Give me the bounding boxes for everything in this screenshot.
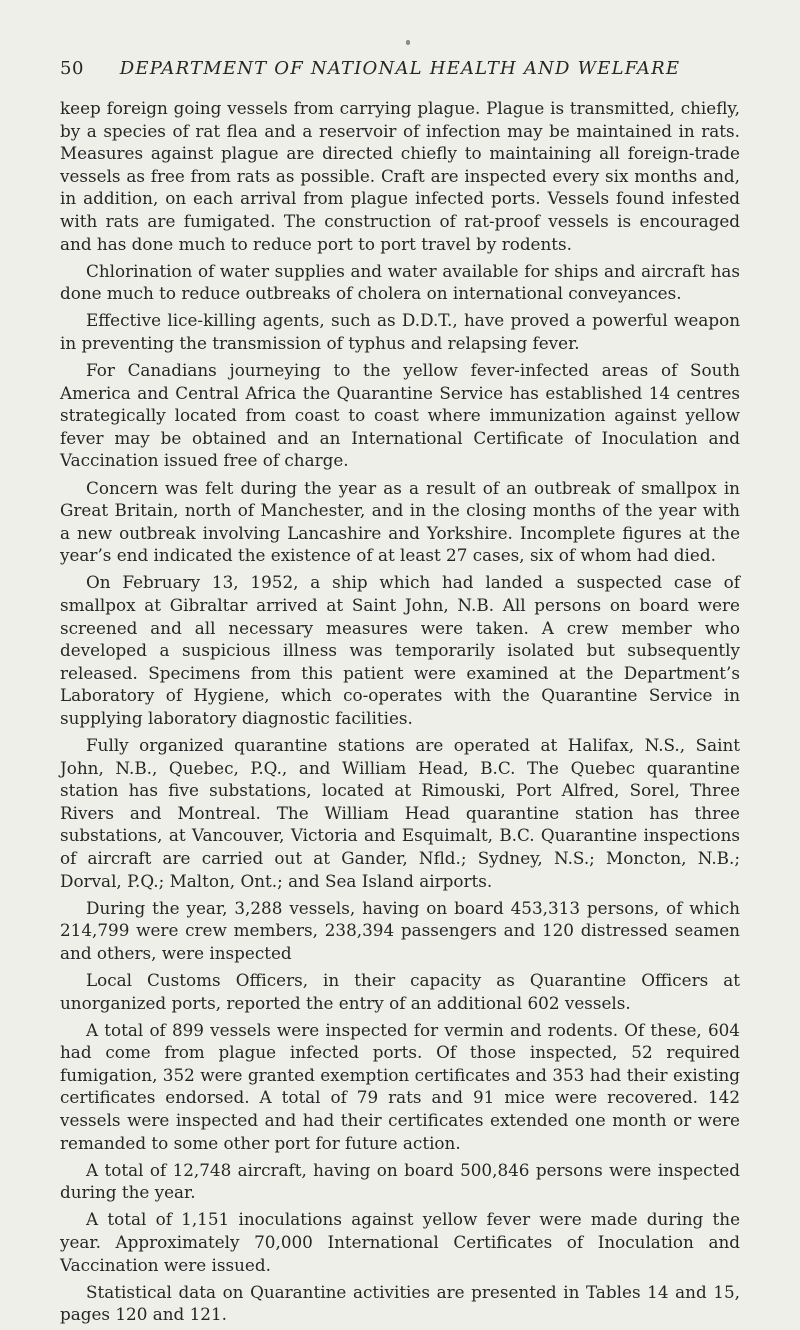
print-speck bbox=[406, 40, 410, 45]
running-head: DEPARTMENT OF NATIONAL HEALTH AND WELFARE bbox=[119, 58, 681, 79]
paragraph-yellow-fever-centres: For Canadians journeying to the yellow fever-infected areas of South America and Central Africa the Quarantine Service has established 14 centres strategically located from coast to coast where immunization against yellow fever may be obtained and an International Certificate of Inoculation and Vaccination issued free of charge. bbox=[60, 360, 740, 471]
paragraph-smallpox-saint-john: On February 13, 1952, a ship which had landed a suspected case of smallpox at Gibraltar arrived at Saint John, N.B. All persons on board were screened and all necessary measures were taken. A crew member who developed a suspicious illness was temporarily isolated but subsequently released. Specimens from this patient were examined at the Department’s Laboratory of Hygiene, which co-operates with the Quarantine Service in supplying laboratory diagnostic facilities. bbox=[60, 572, 740, 728]
paragraph-lice-killing: Effective lice-killing agents, such as D.D.T., have proved a powerful weapon in preventing the transmission of typhus and relapsing fever. bbox=[60, 310, 740, 353]
body-text bbox=[60, 97, 740, 1330]
paragraph-plague-measures: keep foreign going vessels from carrying plague. Plague is transmitted, chiefly, by a species of rat flea and a reservoir of infection may be maintained in rats. Measures against plague are directed chiefly to maintaining all foreign-trade vessels as free from rats as possible. Craft are inspected every six months and, in addition, on each arrival from plague infected ports. Vessels found infested with rats are fumigated. The construction of rat-proof vessels is encouraged and has done much to reduce port to port travel by rodents. bbox=[60, 98, 740, 254]
paragraph-aircraft-inspected: A total of 12,748 aircraft, having on board 500,846 persons were inspected during the year. bbox=[60, 1159, 740, 1203]
paragraph-vessels-inspected: During the year, 3,288 vessels, having on board 453,313 persons, of which 214,799 were crew members, 238,394 passengers and 120 distressed seamen and others, were inspected bbox=[60, 897, 740, 963]
paragraph-smallpox-britain: Concern was felt during the year as a result of an outbreak of smallpox in Great Britain, north of Manchester, and in the closing months of the year with a new outbreak involving Lancashire and Yorkshire. Incomplete figures at the year’s end indicated the existence of at least 27 cases, six of whom had died. bbox=[60, 477, 740, 566]
paragraph-yellow-fever-inoculations: A total of 1,151 inoculations against yellow fever were made during the year. Approximately 70,000 International Certificates of Inoculation and Vaccination were issued. bbox=[60, 1209, 740, 1275]
paragraph-customs-officers: Local Customs Officers, in their capacity as Quarantine Officers at unorganized ports, reported the entry of an additional 602 vessels. bbox=[60, 969, 740, 1013]
paragraph-quarantine-stations: Fully organized quarantine stations are operated at Halifax, N.S., Saint John, N.B., Quebec, P.Q., and William Head, B.C. The Quebec quarantine station has five substations, located at Rimouski, Port Alfred, Sorel, Three Rivers and Montreal. The William Head quarantine station has three substations, at Vancouver, Victoria and Esquimalt, B.C. Quarantine inspections of aircraft are carried out at Gander, Nfld.; Sydney, N.S.; Moncton, N.B.; Dorval, P.Q.; Malton, Ont.; and Sea Island airports. bbox=[60, 735, 740, 891]
paragraph-vermin-inspection: A total of 899 vessels were inspected for vermin and rodents. Of these, 604 had come from plague infected ports. Of those inspected, 52 required fumigation, 352 were granted exemption certificates and 353 had their existing certificates endorsed. A total of 79 rats and 91 mice were recovered. 142 vessels were inspected and had their certificates extended one month or were remanded to some other port for future action. bbox=[60, 1019, 740, 1153]
paragraph-chlorination: Chlorination of water supplies and water available for ships and aircraft has done much to reduce outbreaks of cholera on international conveyances. bbox=[60, 260, 740, 304]
paragraph-statistical-data: Statistical data on Quarantine activities are presented in Tables 14 and 15, pages 120 and 121. bbox=[60, 1281, 740, 1325]
page-header bbox=[60, 58, 740, 88]
page-number: 50 bbox=[60, 58, 84, 79]
